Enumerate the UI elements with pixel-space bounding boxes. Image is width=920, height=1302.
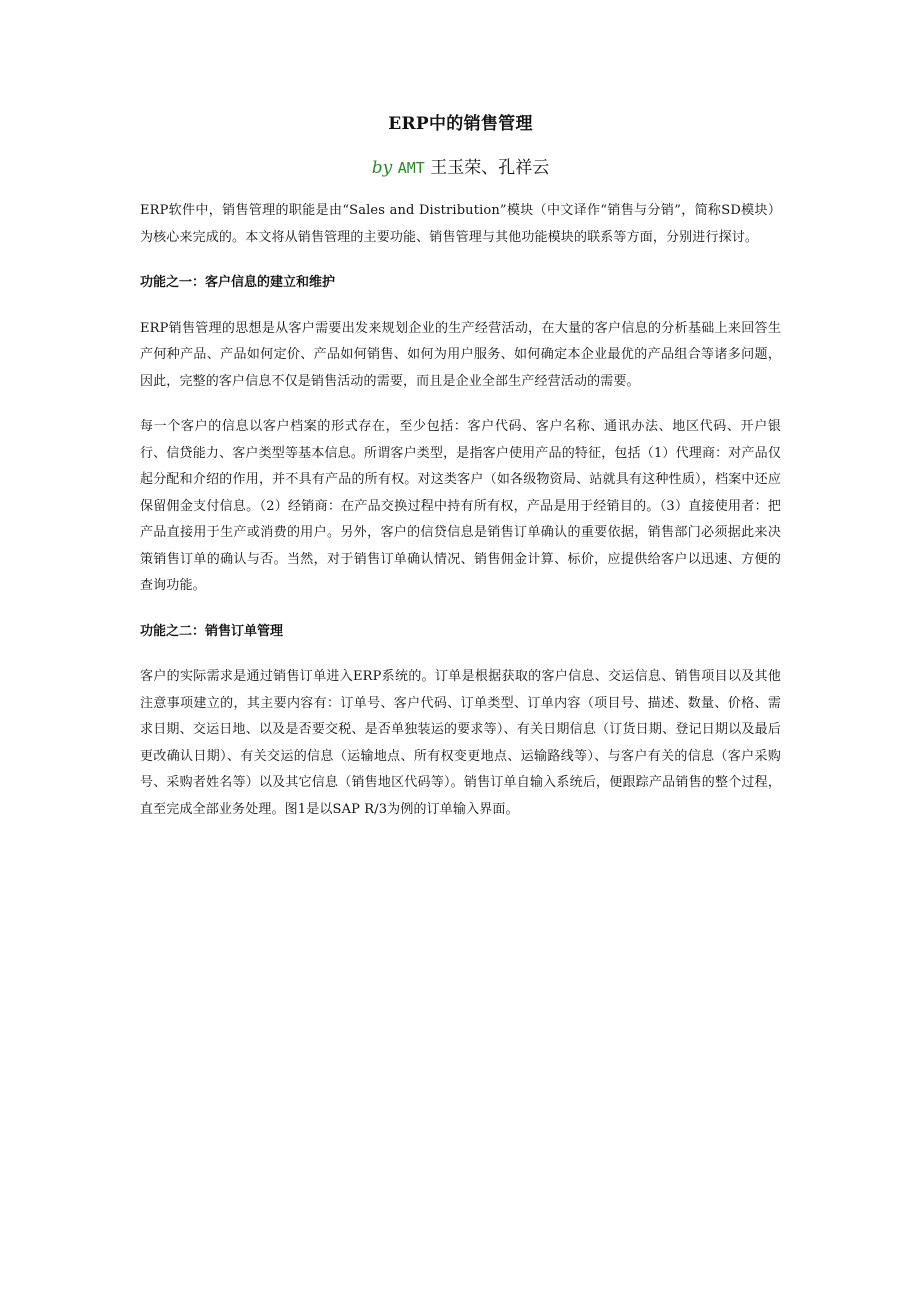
- section-2-paragraph-1: 客户的实际需求是通过销售订单进入ERP系统的。订单是根据获取的客户信息、交运信息、销售项目以及其他注意事项建立的，其主要内容有：订单号、客户代码、订单类型、订单内容（项目号、描述、数量、价格、需求日期、交运日地、以及是否要交税、是否单独装运的要求等）、有关日期信息（订货日期、登记日期以及最后更改确认日期）、有关交运的信息（运输地点、所有权变更地点、运输路线等）、与客户有关的信息（客户采购号、采购者姓名等）以及其它信息（销售地区代码等）。销售订单自输入系统后，便跟踪产品销售的整个过程，直至完成全部业务处理。图1是以SAP R/3为例的订单输入界面。: [140, 669, 781, 817]
- section-1-heading: 功能之一：客户信息的建立和维护: [140, 275, 336, 290]
- section-2-heading: 功能之二：销售订单管理: [140, 623, 284, 639]
- section-1-paragraph-1: ERP销售管理的思想是从客户需要出发来规划企业的生产经营活动，在大量的客户信息的分析基础上来回答生产何种产品、产品如何定价、产品如何销售、如何为用户服务、如何确定本企业最优的产品组合等诸多问题，因此，完整的客户信息不仅是销售活动的需要，而且是企业全部生产经营活动的需要。: [140, 320, 781, 389]
- section-1-paragraph-2: 每一个客户的信息以客户档案的形式存在，至少包括：客户代码、客户名称、通讯办法、地区代码、开户银行、信贷能力、客户类型等基本信息。所谓客户类型，是指客户使用产品的特征，包括（1）代理商：对产品仅起分配和介绍的作用，并不具有产品的所有权。对这类客户（如各级物资局、站就具有这种性质），档案中还应保留佣金支付信息。（2）经销商：在产品交换过程中持有所有权，产品是用于经销目的。（3）直接使用者：把产品直接用于生产或消费的用户。另外，客户的信贷信息是销售订单确认的重要依据，销售部门必须据此来决策销售订单的确认与否。当然，对于销售订单确认情况、销售佣金计算、标价，应提供给客户以迅速、方便的查询功能。: [140, 419, 781, 593]
- intro-paragraph: ERP软件中，销售管理的职能是由“Sales and Distribution”模块（中文译作“销售与分销”，简称SD模块）为核心来完成的。本文将从销售管理的主要功能、销售管理与其他功能模块的联系等方面，分别进行探讨。: [140, 203, 781, 245]
- document-title: ERP中的销售管理: [388, 114, 533, 134]
- byline: [140, 154, 781, 182]
- document-page: [140, 110, 781, 842]
- byline-org: AMT: [397, 159, 425, 177]
- byline-authors: 王玉荣、孔祥云: [430, 158, 550, 178]
- byline-by: by: [371, 158, 393, 178]
